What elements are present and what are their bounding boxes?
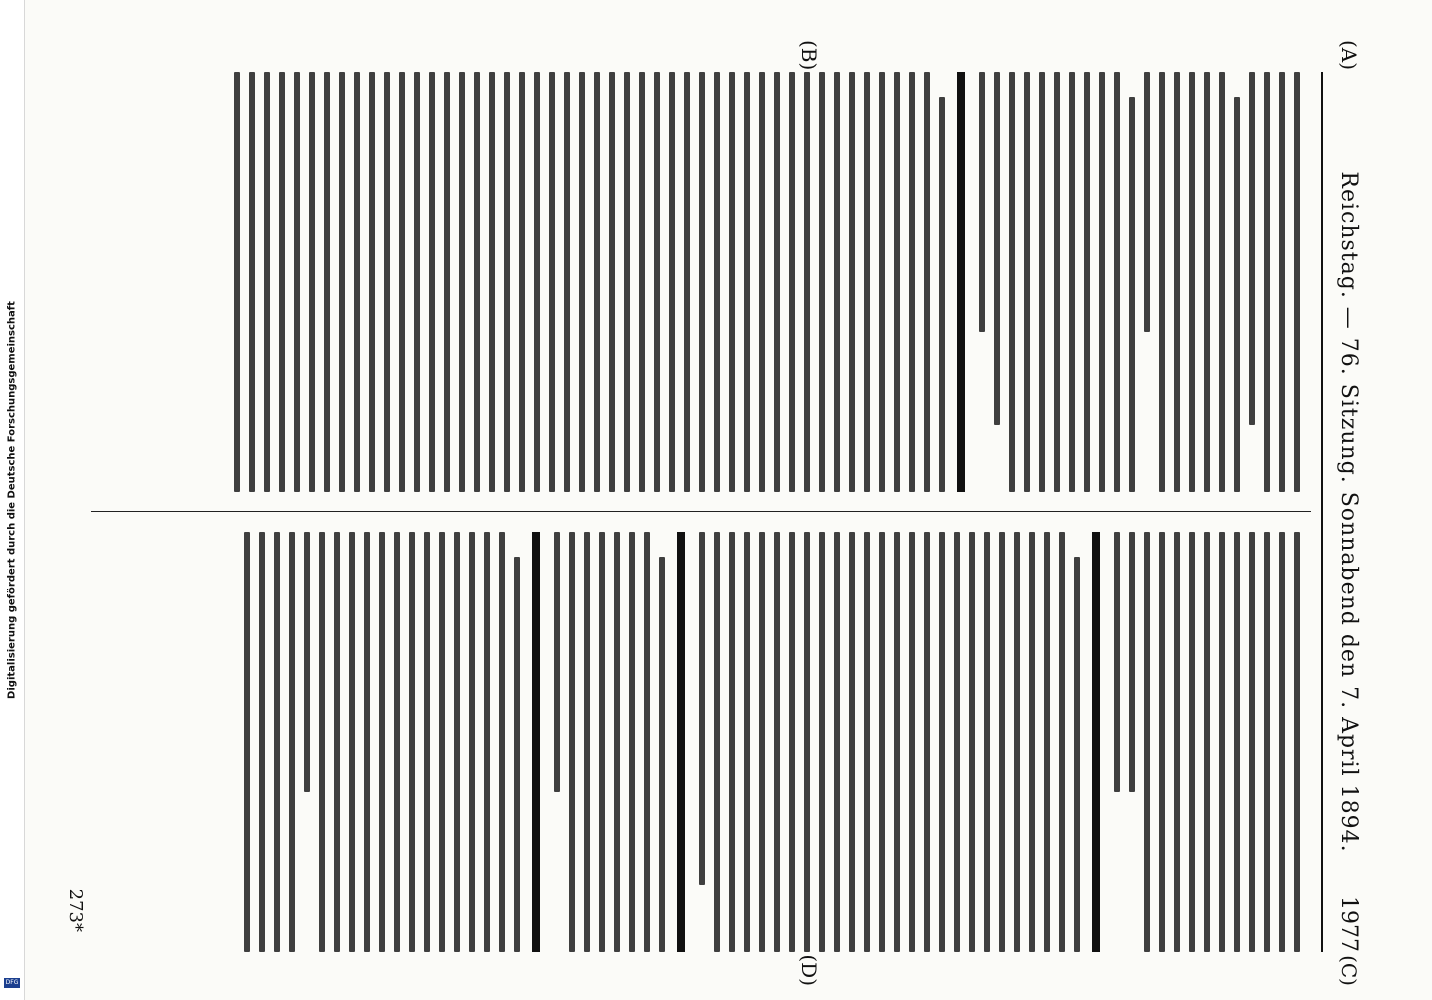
- text-line: [279, 72, 285, 492]
- text-line: [909, 532, 915, 952]
- text-line: [969, 532, 975, 952]
- folio-mark: 273*: [65, 888, 86, 932]
- text-line: [1174, 72, 1180, 492]
- text-line: [549, 72, 555, 492]
- text-line: [1129, 532, 1135, 792]
- text-line: [1084, 72, 1090, 492]
- text-line: [569, 532, 575, 952]
- text-line: [1189, 72, 1195, 492]
- funding-credit: Digitalisierung gefördert durch die Deutsche Forschungsgemeinschaft: [6, 301, 18, 699]
- text-line: [819, 532, 825, 952]
- text-line: [639, 72, 645, 492]
- text-line: [774, 532, 780, 952]
- text-line: [1249, 72, 1255, 425]
- speaker-heading-line: [677, 532, 685, 952]
- text-line: [624, 72, 630, 492]
- text-column-right: [101, 532, 1309, 952]
- text-line: [864, 72, 870, 492]
- text-line: [594, 72, 600, 492]
- text-line: [729, 72, 735, 492]
- text-line: [599, 532, 605, 952]
- text-line: [1029, 532, 1035, 952]
- text-line: [249, 72, 255, 492]
- text-line: [924, 72, 930, 492]
- text-line: [1159, 532, 1165, 952]
- text-line: [294, 72, 300, 492]
- text-line: [399, 72, 405, 492]
- text-line: [274, 532, 280, 952]
- text-line: [614, 532, 620, 952]
- text-line: [1279, 532, 1285, 952]
- text-line: [669, 72, 675, 492]
- text-line: [979, 72, 985, 332]
- scanned-page: [51, 32, 1381, 992]
- text-line: [1144, 72, 1150, 332]
- text-line: [774, 72, 780, 492]
- text-line: [924, 532, 930, 952]
- text-line: [1114, 72, 1120, 492]
- text-line: [564, 72, 570, 492]
- text-line: [339, 72, 345, 492]
- text-line: [984, 532, 990, 952]
- text-line: [1144, 532, 1150, 952]
- text-line: [1279, 72, 1285, 492]
- text-line: [849, 532, 855, 952]
- text-line: [804, 72, 810, 492]
- text-line: [804, 532, 810, 952]
- text-line: [729, 532, 735, 952]
- text-line: [349, 532, 355, 952]
- text-line: [1069, 72, 1075, 492]
- text-line: [1024, 72, 1030, 492]
- margin-letter-b: (B): [797, 40, 821, 71]
- text-line: [484, 532, 490, 952]
- margin-letter-d: (D): [797, 954, 821, 986]
- text-line: [514, 557, 520, 952]
- text-line: [714, 72, 720, 492]
- text-line: [469, 532, 475, 952]
- text-line: [699, 532, 705, 885]
- text-line: [654, 72, 660, 492]
- page-header: [1321, 72, 1367, 952]
- text-line: [939, 532, 945, 952]
- text-line: [894, 72, 900, 492]
- text-line: [789, 72, 795, 492]
- text-line: [1294, 532, 1300, 952]
- text-line: [1074, 557, 1080, 952]
- text-line: [319, 532, 325, 952]
- text-line: [1044, 532, 1050, 952]
- text-line: [629, 532, 635, 952]
- text-line: [1039, 72, 1045, 492]
- margin-letter-a: (A): [1337, 40, 1361, 71]
- text-line: [489, 72, 495, 492]
- text-line: [554, 532, 560, 792]
- text-line: [1264, 72, 1270, 492]
- text-line: [499, 532, 505, 952]
- text-line: [444, 72, 450, 492]
- text-line: [879, 532, 885, 952]
- text-line: [849, 72, 855, 492]
- text-line: [369, 72, 375, 492]
- speaker-heading-line: [957, 72, 965, 492]
- speaker-heading-line: [532, 532, 540, 952]
- text-line: [1189, 532, 1195, 952]
- text-line: [429, 72, 435, 492]
- sidebar: [0, 0, 25, 1000]
- dfg-logo-icon: DFG: [5, 979, 19, 986]
- text-line: [244, 532, 250, 952]
- margin-letter-c: (C): [1337, 955, 1361, 986]
- text-line: [1059, 532, 1065, 952]
- text-line: [234, 72, 240, 492]
- text-line: [759, 532, 765, 952]
- text-line: [909, 72, 915, 492]
- text-line: [1204, 72, 1210, 492]
- text-line: [999, 532, 1005, 952]
- text-line: [459, 72, 465, 492]
- text-line: [789, 532, 795, 952]
- text-line: [579, 72, 585, 492]
- text-line: [439, 532, 445, 952]
- text-line: [1054, 72, 1060, 492]
- text-line: [519, 72, 525, 492]
- text-line: [609, 72, 615, 492]
- text-line: [264, 72, 270, 492]
- text-line: [834, 532, 840, 952]
- text-line: [259, 532, 265, 952]
- page-number: 1977: [1336, 896, 1361, 952]
- text-line: [504, 72, 510, 492]
- speaker-heading-line: [1092, 532, 1100, 952]
- text-line: [1014, 532, 1020, 952]
- text-line: [1249, 532, 1255, 952]
- text-line: [384, 72, 390, 492]
- text-line: [424, 532, 430, 952]
- text-line: [1159, 72, 1165, 492]
- text-line: [409, 532, 415, 952]
- text-line: [414, 72, 420, 492]
- text-line: [454, 532, 460, 952]
- text-line: [1234, 532, 1240, 952]
- text-line: [699, 72, 705, 492]
- text-line: [364, 532, 370, 952]
- text-line: [289, 532, 295, 952]
- text-line: [474, 72, 480, 492]
- text-line: [939, 97, 945, 492]
- text-line: [744, 532, 750, 952]
- column-divider: [91, 511, 1311, 512]
- text-line: [954, 532, 960, 952]
- text-line: [1114, 532, 1120, 792]
- page-title: Reichstag. — 76. Sitzung. Sonnabend den 7. April 1894.: [1336, 171, 1361, 853]
- text-line: [744, 72, 750, 492]
- text-line: [534, 72, 540, 492]
- text-line: [1294, 72, 1300, 492]
- text-line: [584, 532, 590, 952]
- text-line: [1219, 72, 1225, 492]
- text-line: [759, 72, 765, 492]
- text-column-left: [101, 72, 1309, 492]
- text-line: [864, 532, 870, 952]
- text-line: [1009, 72, 1015, 492]
- text-line: [1219, 532, 1225, 952]
- text-line: [894, 532, 900, 952]
- text-line: [1174, 532, 1180, 952]
- text-line: [304, 532, 310, 792]
- text-line: [879, 72, 885, 492]
- text-line: [334, 532, 340, 952]
- text-line: [1204, 532, 1210, 952]
- text-line: [1129, 97, 1135, 492]
- text-line: [819, 72, 825, 492]
- text-line: [1099, 72, 1105, 492]
- text-line: [659, 557, 665, 952]
- text-line: [714, 532, 720, 952]
- text-line: [1264, 532, 1270, 952]
- text-line: [379, 532, 385, 952]
- text-line: [994, 72, 1000, 425]
- text-line: [309, 72, 315, 492]
- text-line: [354, 72, 360, 492]
- text-line: [1234, 97, 1240, 492]
- text-line: [394, 532, 400, 952]
- text-line: [834, 72, 840, 492]
- text-line: [644, 532, 650, 952]
- text-line: [324, 72, 330, 492]
- text-line: [684, 72, 690, 492]
